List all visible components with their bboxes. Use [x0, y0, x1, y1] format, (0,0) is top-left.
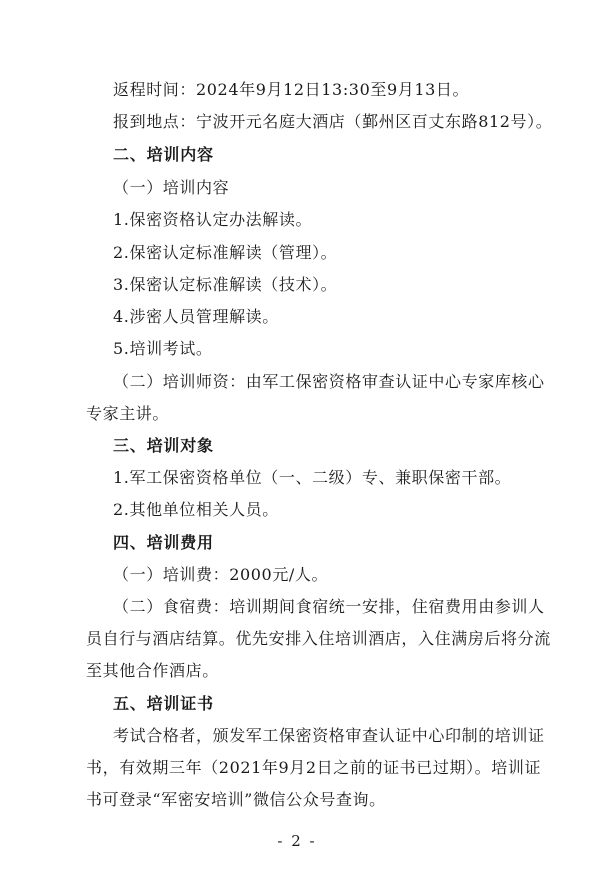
subsection-heading-content: （一）培训内容: [113, 178, 230, 197]
fee-training-line: （一）培训费：2000元/人。: [113, 565, 329, 584]
certificate-paragraph-line-1: 考试合格者，颁发军工保密资格审查认证中心印制的培训证: [113, 726, 545, 745]
section-heading-training-target: 三、培训对象: [113, 436, 214, 455]
section-heading-training-fee: 四、培训费用: [113, 533, 214, 552]
section-heading-training-certificate: 五、培训证书: [113, 694, 214, 713]
content-item-2: 2.保密认定标准解读（管理）。: [113, 243, 338, 262]
trainers-paragraph-line-1: （二）培训师资：由军工保密资格审查认证中心专家库核心: [113, 372, 545, 391]
content-item-3: 3.保密认定标准解读（技术）。: [113, 275, 338, 294]
trainers-paragraph-line-2: 专家主讲。: [86, 404, 170, 423]
fee-lodging-line-2: 员自行与酒店结算。优先安排入住培训酒店，入住满房后将分流: [86, 629, 551, 648]
section-heading-training-content: 二、培训内容: [113, 145, 214, 164]
fee-lodging-line-1: （二）食宿费：培训期间食宿统一安排，住宿费用由参训人: [113, 597, 545, 616]
certificate-paragraph-line-3: 书可登录“军密安培训”微信公众号查询。: [86, 790, 386, 809]
content-item-5: 5.培训考试。: [113, 339, 213, 358]
content-item-1: 1.保密资格认定办法解读。: [113, 210, 313, 229]
target-item-1: 1.军工保密资格单位（一、二级）专、兼职保密干部。: [113, 468, 512, 487]
return-time-line: 返程时间：2024年9月12日13:30至9月13日。: [113, 80, 470, 99]
target-item-2: 2.其他单位相关人员。: [113, 500, 279, 519]
check-in-location-line: 报到地点：宁波开元名庭大酒店（鄞州区百丈东路812号）。: [113, 112, 553, 131]
content-item-4: 4.涉密人员管理解读。: [113, 307, 279, 326]
fee-lodging-line-3: 至其他合作酒店。: [86, 661, 219, 680]
certificate-paragraph-line-2: 书，有效期三年（2021年9月2日之前的证书已过期）。培训证: [86, 758, 542, 777]
page-number: - 2 -: [277, 832, 317, 850]
